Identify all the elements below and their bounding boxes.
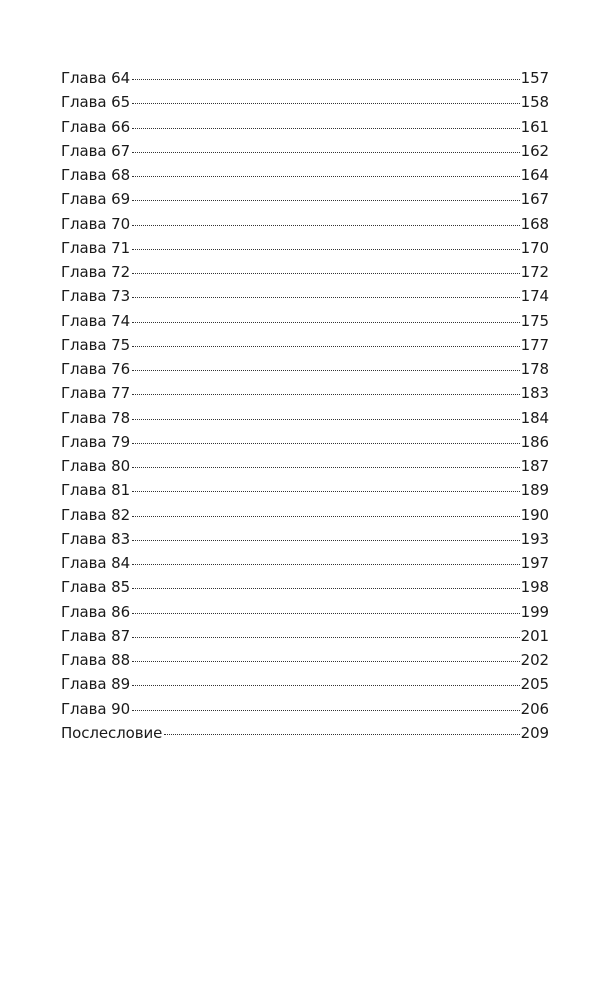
toc-dot-leader <box>132 685 520 686</box>
toc-entry-page-number: 158 <box>520 93 549 112</box>
toc-dot-leader <box>132 443 520 444</box>
toc-dot-leader <box>132 370 520 371</box>
toc-entry-page-number: 162 <box>520 141 549 160</box>
toc-entry-page-number: 161 <box>520 117 549 136</box>
toc-entry-title: Глава 80 <box>61 457 131 475</box>
toc-entry <box>61 381 549 405</box>
toc-entry-page-number: 197 <box>520 554 549 572</box>
toc-dot-leader <box>132 540 520 541</box>
toc-entry-title: Послесловие <box>61 723 163 742</box>
toc-entry-title: Глава 85 <box>61 578 131 597</box>
toc-dot-leader <box>132 225 520 226</box>
toc-entry-title: Глава 74 <box>61 311 131 330</box>
toc-dot-leader <box>132 661 520 662</box>
toc-dot-leader <box>132 273 520 274</box>
toc-entry-page-number: 189 <box>520 481 549 500</box>
toc-entry-title: Глава 65 <box>61 93 131 112</box>
toc-entry <box>61 527 549 551</box>
toc-dot-leader <box>132 176 520 177</box>
toc-entry-title: Глава 69 <box>61 190 131 209</box>
toc-entry <box>61 357 549 381</box>
toc-entry-title: Глава 75 <box>61 335 131 354</box>
toc-entry-page-number: 206 <box>520 699 549 718</box>
toc-entry-title: Глава 77 <box>61 384 131 403</box>
toc-entry-title: Глава 71 <box>61 238 131 257</box>
toc-entry <box>61 454 549 478</box>
toc-dot-leader <box>164 734 519 735</box>
toc-entry-title: Глава 66 <box>61 117 131 136</box>
toc-entry <box>61 503 549 527</box>
toc-dot-leader <box>132 249 520 250</box>
toc-entry-title: Глава 88 <box>61 651 131 669</box>
toc-dot-leader <box>132 297 520 298</box>
toc-dot-leader <box>132 467 520 468</box>
toc-entry-page-number: 177 <box>520 335 549 354</box>
toc-dot-leader <box>132 200 520 201</box>
toc-entry-title: Глава 67 <box>61 141 131 160</box>
toc-entry-page-number: 186 <box>520 432 549 451</box>
toc-dot-leader <box>132 516 520 517</box>
toc-entry-page-number: 201 <box>520 626 549 645</box>
toc-entry-title: Глава 78 <box>61 408 131 427</box>
toc-entry-page-number: 205 <box>520 675 549 694</box>
toc-entry <box>61 406 549 430</box>
toc-dot-leader <box>132 79 520 80</box>
toc-entry <box>61 333 549 357</box>
toc-entry-title: Глава 89 <box>61 675 131 694</box>
toc-entry-page-number: 183 <box>520 384 549 403</box>
toc-entry-title: Глава 76 <box>61 360 131 378</box>
toc-entry <box>61 430 549 454</box>
toc-entry <box>61 478 549 502</box>
toc-entry-page-number: 187 <box>520 457 549 475</box>
toc-entry-page-number: 190 <box>520 505 549 524</box>
toc-entry-page-number: 157 <box>520 69 549 87</box>
toc-entry-page-number: 174 <box>520 287 549 306</box>
toc-entry-title: Глава 81 <box>61 481 131 500</box>
toc-entry-page-number: 199 <box>520 602 549 621</box>
toc-entry-page-number: 175 <box>520 311 549 330</box>
toc-entry-title: Глава 83 <box>61 529 131 548</box>
toc-entry-title: Глава 68 <box>61 166 131 184</box>
toc-entry <box>61 672 549 696</box>
toc-entry <box>61 212 549 236</box>
toc-entry-title: Глава 87 <box>61 626 131 645</box>
toc-entry-page-number: 170 <box>520 238 549 257</box>
toc-entry <box>61 575 549 599</box>
toc-entry-page-number: 209 <box>520 723 549 742</box>
toc-dot-leader <box>132 710 520 711</box>
toc-dot-leader <box>132 491 520 492</box>
toc-entry-title: Глава 72 <box>61 263 131 281</box>
toc-entry-page-number: 193 <box>520 529 549 548</box>
toc-entry <box>61 648 549 672</box>
toc-entry <box>61 236 549 260</box>
toc-entry <box>61 163 549 187</box>
toc-entry-title: Глава 73 <box>61 287 131 306</box>
table-of-contents <box>61 66 549 745</box>
toc-entry-page-number: 198 <box>520 578 549 597</box>
toc-entry-page-number: 202 <box>520 651 549 669</box>
toc-entry <box>61 66 549 90</box>
toc-entry <box>61 309 549 333</box>
toc-entry-page-number: 164 <box>520 166 549 184</box>
toc-dot-leader <box>132 322 520 323</box>
toc-entry <box>61 721 549 745</box>
toc-entry-page-number: 172 <box>520 263 549 281</box>
toc-entry-page-number: 178 <box>520 360 549 378</box>
toc-entry-title: Глава 86 <box>61 602 131 621</box>
toc-entry-title: Глава 84 <box>61 554 131 572</box>
toc-dot-leader <box>132 588 520 589</box>
toc-entry <box>61 187 549 211</box>
toc-entry-page-number: 184 <box>520 408 549 427</box>
toc-entry-title: Глава 82 <box>61 505 131 524</box>
toc-entry <box>61 600 549 624</box>
toc-dot-leader <box>132 394 520 395</box>
toc-entry <box>61 260 549 284</box>
toc-entry-title: Глава 79 <box>61 432 131 451</box>
toc-entry <box>61 624 549 648</box>
toc-dot-leader <box>132 346 520 347</box>
toc-entry <box>61 115 549 139</box>
toc-dot-leader <box>132 613 520 614</box>
toc-entry <box>61 90 549 114</box>
toc-entry <box>61 284 549 308</box>
toc-entry-title: Глава 90 <box>61 699 131 718</box>
toc-dot-leader <box>132 152 520 153</box>
toc-entry <box>61 551 549 575</box>
toc-dot-leader <box>132 419 520 420</box>
toc-entry-page-number: 168 <box>520 214 549 233</box>
toc-dot-leader <box>132 103 520 104</box>
toc-entry <box>61 697 549 721</box>
toc-entry-title: Глава 64 <box>61 69 131 87</box>
toc-dot-leader <box>132 564 520 565</box>
toc-dot-leader <box>132 637 520 638</box>
toc-entry <box>61 139 549 163</box>
toc-dot-leader <box>132 128 520 129</box>
toc-entry-page-number: 167 <box>520 190 549 209</box>
toc-entry-title: Глава 70 <box>61 214 131 233</box>
